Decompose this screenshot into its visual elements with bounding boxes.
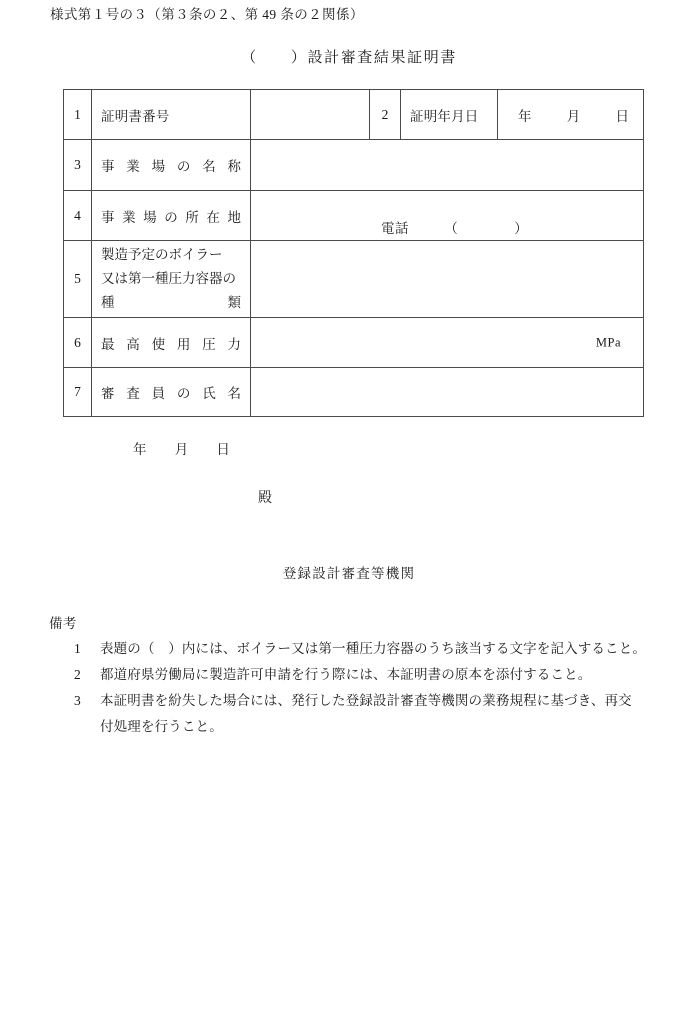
field-equipment-type[interactable] <box>251 241 644 318</box>
table-row-workplace-name <box>64 140 644 191</box>
remark-note-3-text <box>100 688 669 740</box>
field-certificate-date[interactable] <box>498 90 644 140</box>
table-row-certificate-number <box>64 90 644 140</box>
field-certificate-number[interactable] <box>251 90 370 140</box>
label-equipment-type <box>92 241 251 318</box>
label-certificate-date-text: 証明年月日 <box>410 108 479 124</box>
label-equipment-type-line1: 製造予定のボイラー <box>101 247 223 262</box>
remark-note-3-line1: 本証明書を紛失した場合には、発行した登録設計審査等機関の業務規程に基づき、再交 <box>100 693 632 708</box>
label-workplace-address-text: 事業場の所在地 <box>101 209 241 225</box>
label-max-pressure-text: 最高使用圧力 <box>101 336 241 352</box>
field-inspector-name[interactable] <box>251 368 644 417</box>
remarks-heading: 備考 <box>49 616 77 631</box>
issuer-organization: 登録設計審査等機関 <box>282 566 416 581</box>
label-inspector-name <box>92 368 251 417</box>
row-number-6: 6 <box>64 318 92 368</box>
row-number-7: 7 <box>64 368 92 417</box>
issue-date-line[interactable]: 年 月 日 <box>133 442 231 457</box>
label-equipment-type-line2: 又は第一種圧力容器の <box>101 271 236 286</box>
pressure-unit-label: MPa <box>595 335 621 349</box>
remark-note-1-text: 表題の（ ）内には、ボイラー又は第一種圧力容器のうち該当する文字を記入すること。 <box>100 641 646 656</box>
row-number-3: 3 <box>64 140 92 191</box>
row-number-1: 1 <box>64 90 92 140</box>
certificate-date-placeholder: 年 月 日 <box>518 108 629 124</box>
certificate-table <box>63 89 644 417</box>
label-certificate-number <box>92 90 251 140</box>
label-equipment-type-text <box>92 241 250 317</box>
telephone-placeholder: 電話 （ ） <box>381 221 529 236</box>
table-row-inspector-name <box>64 368 644 417</box>
label-workplace-address <box>92 191 251 241</box>
label-inspector-name-text: 審査員の氏名 <box>101 386 241 401</box>
label-equipment-type-line3: 種 類 <box>101 295 241 310</box>
remark-note-2-number: 2 <box>74 667 81 682</box>
field-workplace-name[interactable] <box>251 140 644 191</box>
remark-note-3-number: 3 <box>74 693 81 708</box>
table-row-equipment-type <box>64 241 644 318</box>
table-row-workplace-address <box>64 191 644 241</box>
row-number-5: 5 <box>64 241 92 318</box>
remark-note-3-line2: 付処理を行うこと。 <box>100 719 223 734</box>
row-number-2: 2 <box>370 90 401 140</box>
remark-note-1-number: 1 <box>74 641 81 656</box>
label-certificate-date <box>401 90 498 140</box>
form-code-label: 様式第１号の３（第３条の２、第 49 条の２関係） <box>50 7 364 22</box>
row-number-4: 4 <box>64 191 92 241</box>
addressee-honorific: 殿 <box>258 491 273 506</box>
remark-note-3 <box>49 688 669 740</box>
remark-note-2 <box>49 662 669 688</box>
label-workplace-name <box>92 140 251 191</box>
field-max-pressure[interactable] <box>251 318 644 368</box>
remark-note-2-text: 都道府県労働局に製造許可申請を行う際には、本証明書の原本を添付すること。 <box>100 667 592 682</box>
document-title: （ ）設計審査結果証明書 <box>241 50 457 66</box>
field-workplace-address[interactable] <box>251 191 644 241</box>
label-workplace-name-text: 事業場の名称 <box>101 159 241 174</box>
table-row-max-pressure <box>64 318 644 368</box>
label-max-pressure <box>92 318 251 368</box>
remark-note-1 <box>49 636 669 662</box>
label-certificate-number-text: 証明書番号 <box>101 108 170 124</box>
remarks-section <box>49 612 669 740</box>
